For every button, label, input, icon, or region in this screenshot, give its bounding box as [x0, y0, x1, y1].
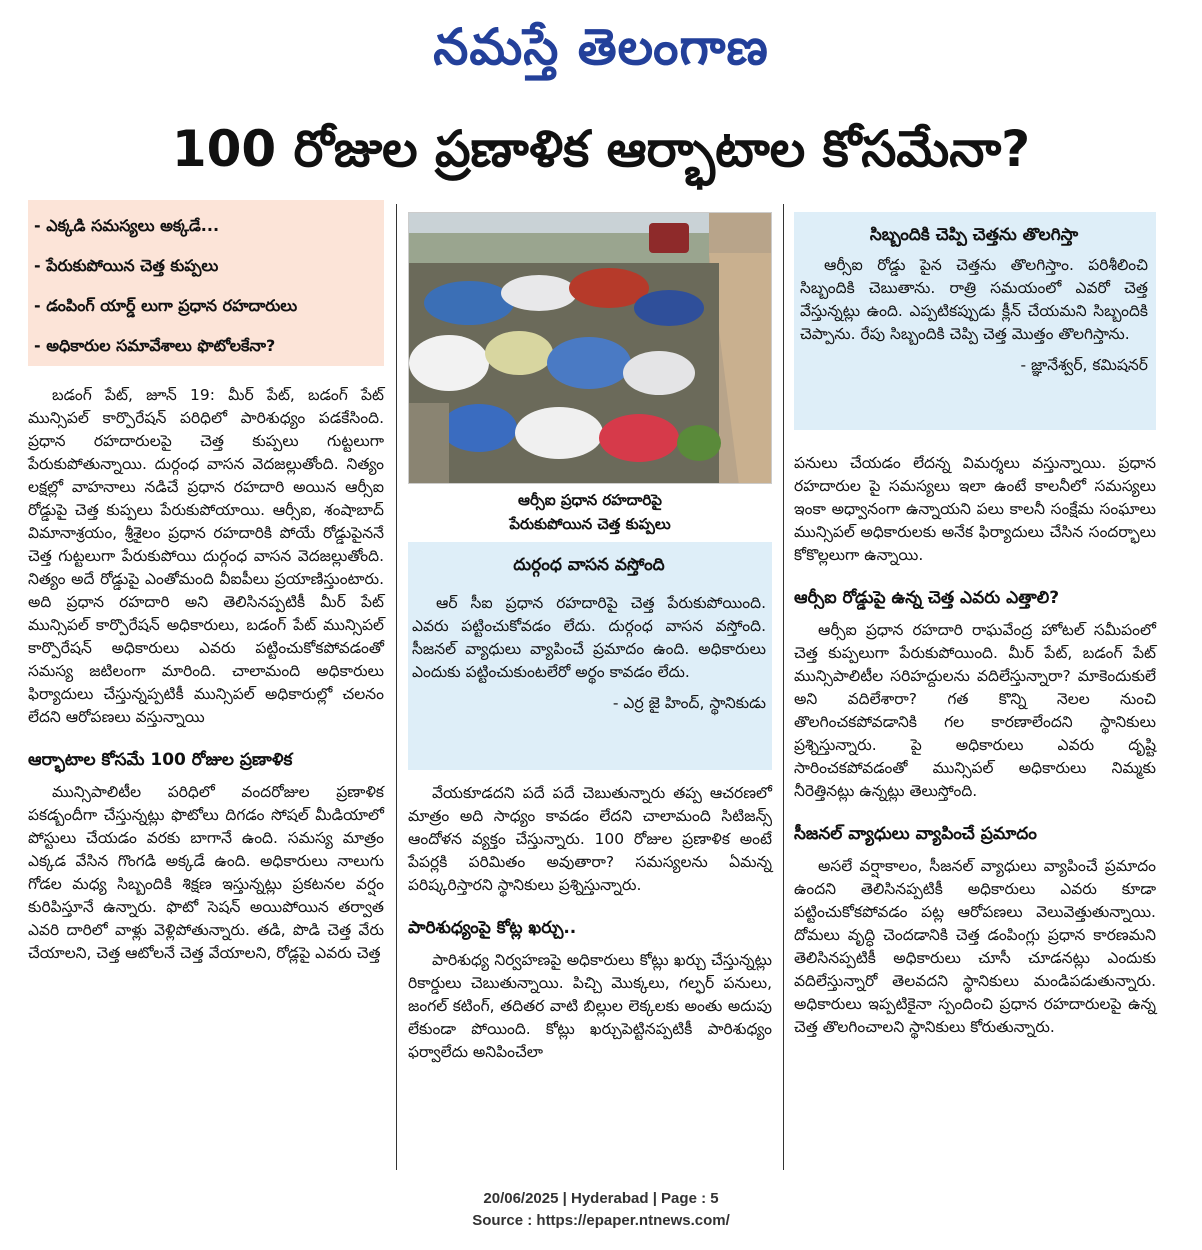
section-subheading: ఆర్సీఐ రోడ్డుపై ఉన్న చెత్త ఎవరు ఎత్తాలి? — [794, 588, 1060, 608]
article-body-paragraph: అసలే వర్షాకాలం, సీజనల్ వ్యాధులు వ్యాపించే ప్రమాదం ఉందని తెలిసినప్పటికీ అధికారులు ఎవరు కూడా పట్టించుకోకపోవడం పట్ల ఆరోపణలు వెలువెత్తుతున్నాయి. దోమలు వృద్ధి చెందడానికి చెత్త డంపింగ్లు ప్రధాన కారణమని తెలిసినప్పటికీ అధికారులు చూసీ చూడనట్లు ఎందుకు వదిలేస్తున్నారో తెలవదని స్థానికులు మండిపడుతున్నారు. అధికారులు ఇప్పటికైనా స్పందించి ప్రధాన రహదారులపై ఉన్న చెత్త తొలగించాలని స్థానికులు కోరుతున్నారు. — [794, 857, 1156, 1036]
highlight-item: - ఎక్కడి సమస్యలు అక్కడే... — [34, 216, 220, 235]
column-left — [28, 200, 384, 965]
column-right — [794, 212, 1156, 1039]
footer-date-edition: 20/06/2025 | Hyderabad | Page : 5 — [483, 1190, 719, 1207]
article-body-paragraph: మున్సిపాలిటీల పరిధిలో వందరోజుల ప్రణాళిక పకడ్బందీగా చేస్తున్నట్లు ఫొటోలు దిగడం సోషల్ మీడియాలో పోస్టులు చేయడం వరకు బాగానే ఉంది. సమస్య మాత్రం ఎక్కడ వేసిన గొంగడి అక్కడే ఉంది. అధికారులు నాలుగు గోడల మధ్య సిబ్బందికి శిక్షణ ఇస్తున్నట్లు ప్రకటనల వర్షం కురిపిస్తూనే ఉన్నారు. ఫొటో సెషన్ అయిపోయిన తర్వాత ఎవరి దారిలో వాళ్లు వెళ్లిపోతున్నారు. తడి, పొడి చెత్త వేరు చేయాలని, చెత్త ఆటోలనే చెత్త వేయాలని, రోడ్లపై ఎవరు చెత్త — [28, 783, 384, 962]
photo-caption-line: పేరుకుపోయిన చెత్త కుప్పలు — [509, 515, 671, 533]
column-middle — [408, 212, 772, 1064]
quote-box-heading: దుర్గంధ వాసన వస్తోంది — [513, 555, 665, 575]
quote-signature: - జ్ఞానేశ్వర్, కమిషనర్ — [1020, 356, 1148, 374]
photo-caption — [408, 484, 772, 538]
article-body-paragraph: వేయకూడదని పదే పదే చెబుతున్నారు తప్ప ఆచరణలో మాత్రం అది సాధ్యం కావడం లేదని చాలామంది సిటిజన్స్ ఆందోళన వ్యక్తం చేస్తున్నారు. 100 రోజుల ప్రణాళిక అంటే పేపర్లకి పరిమితం అవుతారా? సమస్యలను ఏమన్న పరిష్కరిస్తారని స్థానికులు ప్రశ్నిస్తున్నారు. — [408, 784, 772, 894]
quote-text: ఆర్సీఐ రోడ్డు పైన చెత్తను తొలగిస్తాం. పరిశీలించి సిబ్బందికి చెబుతాను. రాత్రి సమయంలో ఎవరో చెత్త వేస్తున్నట్లు ఉంది. ఎప్పటికప్పుడు క్లీన్ చేయమని సిబ్బందికి చెప్పాను. రేపు సిబ్బందికి చెప్పి చెత్త మొత్తం తొలగిస్తాను. — [800, 256, 1148, 343]
column-divider — [783, 204, 784, 1170]
section-subheading: ఆర్భాటాల కోసమే 100 రోజుల ప్రణాళిక — [28, 750, 293, 770]
article-body-paragraph: పారిశుధ్య నిర్వహణపై అధికారులు కోట్లు ఖర్చు చేస్తున్నట్లు రికార్డులు చెబుతున్నాయి. పిచ్చి మొక్కలు, గల్ఫర్ పనులు, జంగల్ కటింగ్, తదితర వాటి బిల్లుల లెక్కలకు అంతు అదుపు లేకుండా పోయింది. కోట్లు ఖర్చుపెట్టినప్పటికీ పారిశుధ్యం ఫర్వాలేదు అనిపించేలా — [408, 951, 772, 1061]
article-body-paragraph: పనులు చేయడం లేదన్న విమర్శలు వస్తున్నాయి. ప్రధాన రహదారుల పై సమస్యలు ఇలా ఉంటే కాలనీలో సమస్యలు ఇంకా అధ్వానంగా ఉన్నాయని పలు కాలనీ సంక్షేమ సంఘాలు మున్సిపల్ అధికారులకు అనేక ఫిర్యాదులు చేసిన సందర్భాలు కోకొల్లలుగా ఉన్నాయి. — [794, 454, 1156, 564]
footer-source-link[interactable]: Source : https://epaper.ntnews.com/ — [472, 1212, 730, 1229]
quote-box-commissioner — [794, 212, 1156, 430]
highlight-item: - డంపింగ్ యార్డ్ లుగా ప్రధాన రహదారులు — [34, 296, 298, 315]
section-subheading: పారిశుధ్యంపై కోట్ల ఖర్చు.. — [408, 918, 577, 938]
quote-signature: - ఎర్ర జై హింద్, స్థానికుడు — [612, 694, 766, 712]
article-body-paragraph: బడంగ్ పేట్, జూన్ 19: మీర్ పేట్, బడంగ్ పేట్ మున్సిపల్ కార్పొరేషన్ పరిధిలో పారిశుధ్యం పడకేసింది. ప్రధాన రహదారులపై చెత్త కుప్పలు గుట్టలుగా పేరుకుపోతున్నాయి. దుర్గంధ వాసన వెదజల్లుతోంది. నిత్యం లక్షల్లో వాహనాలు నడిచే ప్రధాన రహదారి అయిన ఆర్సీఐ రోడ్డుపై చెత్త కుప్పలు పేరుకుపోయాయి. ఆర్సీఐ, శంషాబాద్ విమానాశ్రయం, శ్రీశైలం ప్రధాన రహదారికి పోయే రోడ్డుపైననే చెత్త గుట్టలుగా పేరుకుపోయి దుర్గంధ వాసన వెదజల్లుతోంది. నిత్యం అదే రోడ్డుపై ఎంతోమంది వీఐపీలు ప్రయాణిస్తుంటారు. అది ప్రధాన రహదారి అని తెలిసినప్పటికీ మీర్ పేట్ మున్సిపల్ కార్పొరేషన్ అధికారులు, బడంగ్ పేట్ మున్సిపల్ కార్పొరేషన్ అధికారులు ఎవరు పట్టించుకోకపోవడంతో సమస్య జటిలంగా మారింది. చాలామంది అధికారులు ఫిర్యాదులు చేస్తున్నప్పటికీ మున్సిపల్ అధికారుల్లో చలనం లేదని ఆరోపణలు వస్తున్నాయి — [28, 386, 384, 726]
garbage-heap-image — [409, 213, 772, 484]
photo-caption-line: ఆర్సీఐ ప్రధాన రహదారిపై — [518, 491, 662, 509]
highlight-item: - అధికారుల సమావేశాలు ఫొటోలకేనా? — [34, 336, 276, 355]
highlight-item: - పేరుకుపోయిన చెత్త కుప్పలు — [34, 256, 219, 275]
article-body-paragraph: ఆర్సీఐ ప్రధాన రహదారి రాఘవేంద్ర హోటల్ సమీపంలో చెత్త కుప్పలుగా పేరుకుపోయింది. మీర్ పేట్, బడంగ్ పేట్ మున్సిపాలిటీల సరిహద్దులను వదిలేస్తున్నారా? మాకెందుకులే అని వదిలేశారా? గత కొన్ని నెలల నుంచి తొలగించకపోవడానికి గల కారణాలేందని స్థానికులు ప్రశ్నిస్తున్నారు. పై అధికారులు ఎవరు దృష్టి సారించకపోవడంతో మున్సిపల్ అధికారులు నిమ్మకు నీరెత్తినట్లు ఉన్నట్లు తెలుస్తోంది. — [794, 621, 1156, 800]
article-headline: 100 రోజుల ప్రణాళిక ఆర్భాటాల కోసమేనా? — [171, 120, 1031, 178]
quote-text: ఆర్ సీఐ ప్రధాన రహదారిపై చెత్త పేరుకుపోయింది. ఎవరు పట్టించుకోవడం లేదు. దుర్గంధ వాసన వస్తోంది. సీజనల్ వ్యాధులు వ్యాపించే ప్రమాదం ఉంది. అధికారులు ఎందుకు పట్టించుకుంటలేరో అర్థం కావడం లేదు. — [412, 594, 766, 681]
newspaper-masthead: నమస్తే తెలంగాణ — [433, 17, 769, 76]
column-divider — [396, 204, 397, 1170]
garbage-photo — [408, 212, 772, 484]
highlights-box — [28, 200, 384, 366]
quote-box-heading: సిబ్బందికి చెప్పి చెత్తను తొలగిస్తా — [869, 225, 1079, 245]
section-subheading: సీజనల్ వ్యాధులు వ్యాపించే ప్రమాదం — [794, 824, 1037, 844]
quote-box-resident — [408, 542, 772, 770]
